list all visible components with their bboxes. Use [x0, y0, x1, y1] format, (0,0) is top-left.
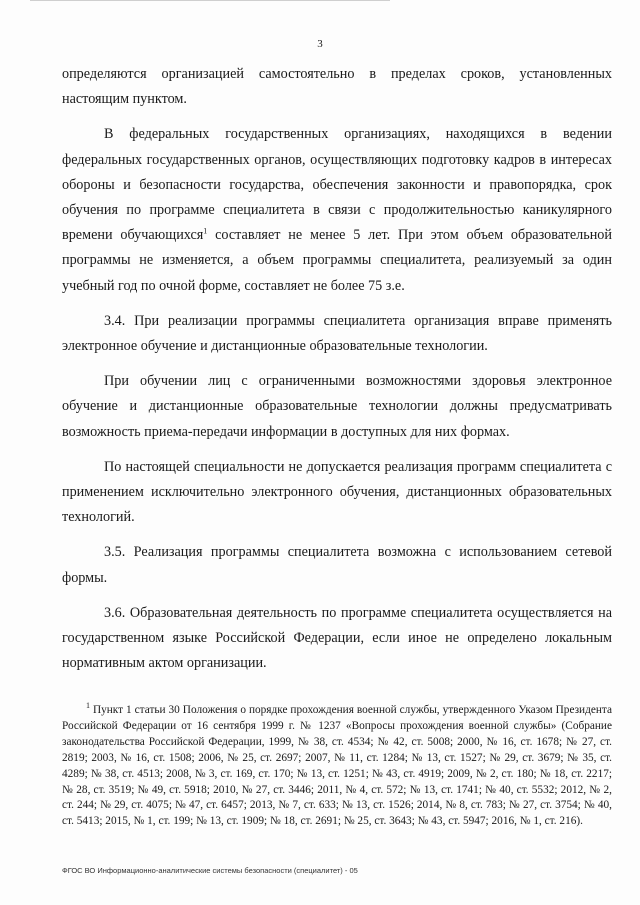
paragraph-not-allowed: По настоящей специальности не допускается реализация программ специалитета с применением исключительно электронного обучения, дистанционных образовательных технологий. [62, 458, 612, 526]
footnote [62, 703, 612, 830]
paragraph-1: определяются организацией самостоятельно в пределах сроков, установленных настоящим пунктом. [62, 66, 612, 108]
paragraph-3-4: 3.4. При реализации программы специалитета организация вправе применять электронное обучение и дистанционные образовательные технологии. [62, 312, 612, 355]
footnote-paragraph [62, 703, 612, 830]
page-number: 3 [317, 38, 323, 50]
footnote-number: 1 [86, 701, 90, 711]
footnote-marker[interactable]: 1 [203, 226, 208, 236]
body-text [62, 62, 612, 686]
scan-edge-line [30, 0, 390, 1]
footnote-text: Пункт 1 статьи 30 Положения о порядке прохождения военной службы, утвержденного Указом Президента Российской Федерации от 16 сентября 1999 г. № 1237 «Вопросы прохождения военной службы» (Собрание законодательства Российской Федерации, 1999, № 38, ст. 4534; № 42, ст. 5008; 2000, № 16, ст. 1678; № 27, ст. 2819; 2003, № 16, ст. 1508; 2006, № 25, ст. 2697; 2007, № 11, ст. 1284; № 13, ст. 1527; № 29, ст. 3679; № 35, ст. 4289; № 38, ст. 4513; 2008, № 3, ст. 169, ст. 170; № 13, ст. 1251; № 43, ст. 4919; 2009, № 2, ст. 180; № 18, ст. 2217; № 28, ст. 3519; № 49, ст. 5918; 2010, № 27, ст. 3446; 2011, № 4, ст. 572; № 13, ст. 1741; № 40, ст. 5532; 2012, № 2, ст. 244; № 29, ст. 4075; № 47, ст. 6457; 2013, № 7, ст. 633; № 13, ст. 1526; 2014, № 8, ст. 783; № 27, ст. 3754; № 40, ст. 5413; 2015, № 1, ст. 199; № 13, ст. 1909; № 18, ст. 2691; № 25, ст. 3643; № 43, ст. 5947; 2016, № 1, ст. 216). [62, 704, 612, 828]
paragraph-disabilities: При обучении лиц с ограниченными возможностями здоровья электронное обучение и дистанционные образовательные технологии должны предусматривать возможность приема-передачи информации в доступных для них формах. [62, 373, 612, 440]
page-footer: ФГОС ВО Информационно-аналитические системы безопасности (специалитет) - 05 [62, 866, 358, 875]
paragraph-3-6: 3.6. Образовательная деятельность по программе специалитета осуществляется на государственном языке Российской Федерации, если иное не определено локальным нормативным актом организации. [62, 604, 612, 672]
paragraph-2-head: В федеральных государственных организациях, находящихся в ведении федеральных государственных органов, осуществляющих подготовку кадров в интересах обороны и безопасности государства, обеспечения законности и правопорядка, срок обучения по программе специалитета в связи с продолжительностью каникулярного времени обучающихся [62, 126, 612, 244]
paragraph-3-5: 3.5. Реализация программы специалитета возможна с использованием сетевой формы. [62, 544, 612, 586]
paragraph-2 [62, 122, 612, 298]
paragraph-2-tail: составляет не менее 5 лет. При этом объем образовательной программы не изменяется, а объем программы специалитета, реализуемый за один учебный год по очной форме, составляет не более 75 з.е. [62, 227, 612, 294]
